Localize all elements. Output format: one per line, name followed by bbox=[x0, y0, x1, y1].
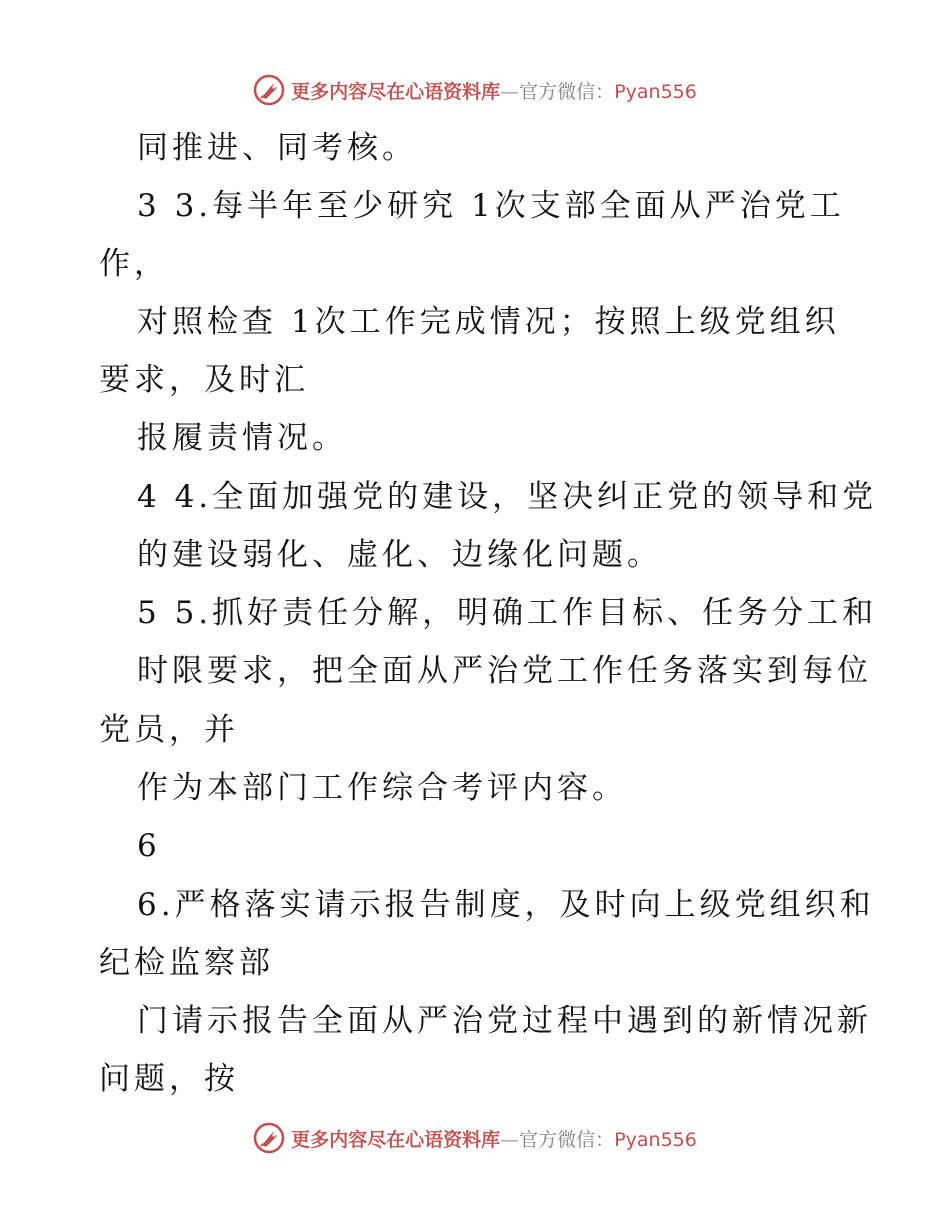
text-line: 纪检监察部 bbox=[99, 945, 274, 981]
watermark-separator: — bbox=[500, 80, 520, 103]
text-line: 门请示报告全面从严治党过程中遇到的新情况新 bbox=[137, 1003, 872, 1039]
watermark-label: 官方微信： bbox=[519, 1128, 615, 1151]
watermark-text bbox=[291, 1125, 697, 1152]
text-line: 问题，按 bbox=[99, 1061, 239, 1097]
watermark-label: 官方微信： bbox=[519, 80, 615, 103]
text-line: 时限要求，把全面从严治党工作任务落实到每位 bbox=[137, 653, 872, 689]
text-line: 6.严格落实请示报告制度，及时向上级党组织和 bbox=[137, 887, 875, 923]
watermark-brand: 更多内容尽在心语资料库 bbox=[291, 1128, 501, 1151]
text-line: 报履责情况。 bbox=[137, 420, 347, 456]
watermark-id: Pyan556 bbox=[614, 80, 697, 103]
text-line: 3 3.每半年至少研究 1次支部全面从严治党工 bbox=[137, 188, 845, 224]
watermark-separator: — bbox=[500, 1128, 520, 1151]
text-line: 5 5.抓好责任分解，明确工作目标、任务分工和 bbox=[137, 595, 878, 631]
text-line: 作为本部门工作综合考评内容。 bbox=[137, 770, 627, 806]
text-line: 要求，及时汇 bbox=[99, 362, 309, 398]
pen-nib-logo-icon bbox=[253, 1122, 285, 1154]
watermark-id: Pyan556 bbox=[614, 1128, 697, 1151]
header-watermark bbox=[0, 70, 950, 110]
watermark-text bbox=[291, 77, 697, 104]
text-line: 党员，并 bbox=[99, 712, 239, 748]
footer-watermark bbox=[0, 1118, 950, 1158]
text-line: 的建设弱化、虚化、边缘化问题。 bbox=[137, 537, 662, 573]
text-line: 4 4.全面加强党的建设，坚决纠正党的领导和党 bbox=[137, 479, 878, 515]
text-line: 作， bbox=[99, 246, 169, 282]
text-line: 对照检查 1次工作完成情况；按照上级党组织 bbox=[137, 304, 840, 340]
text-line: 同推进、同考核。 bbox=[137, 130, 417, 166]
watermark-brand: 更多内容尽在心语资料库 bbox=[291, 80, 501, 103]
text-line: 6 bbox=[137, 828, 161, 864]
pen-nib-logo-icon bbox=[253, 74, 285, 106]
